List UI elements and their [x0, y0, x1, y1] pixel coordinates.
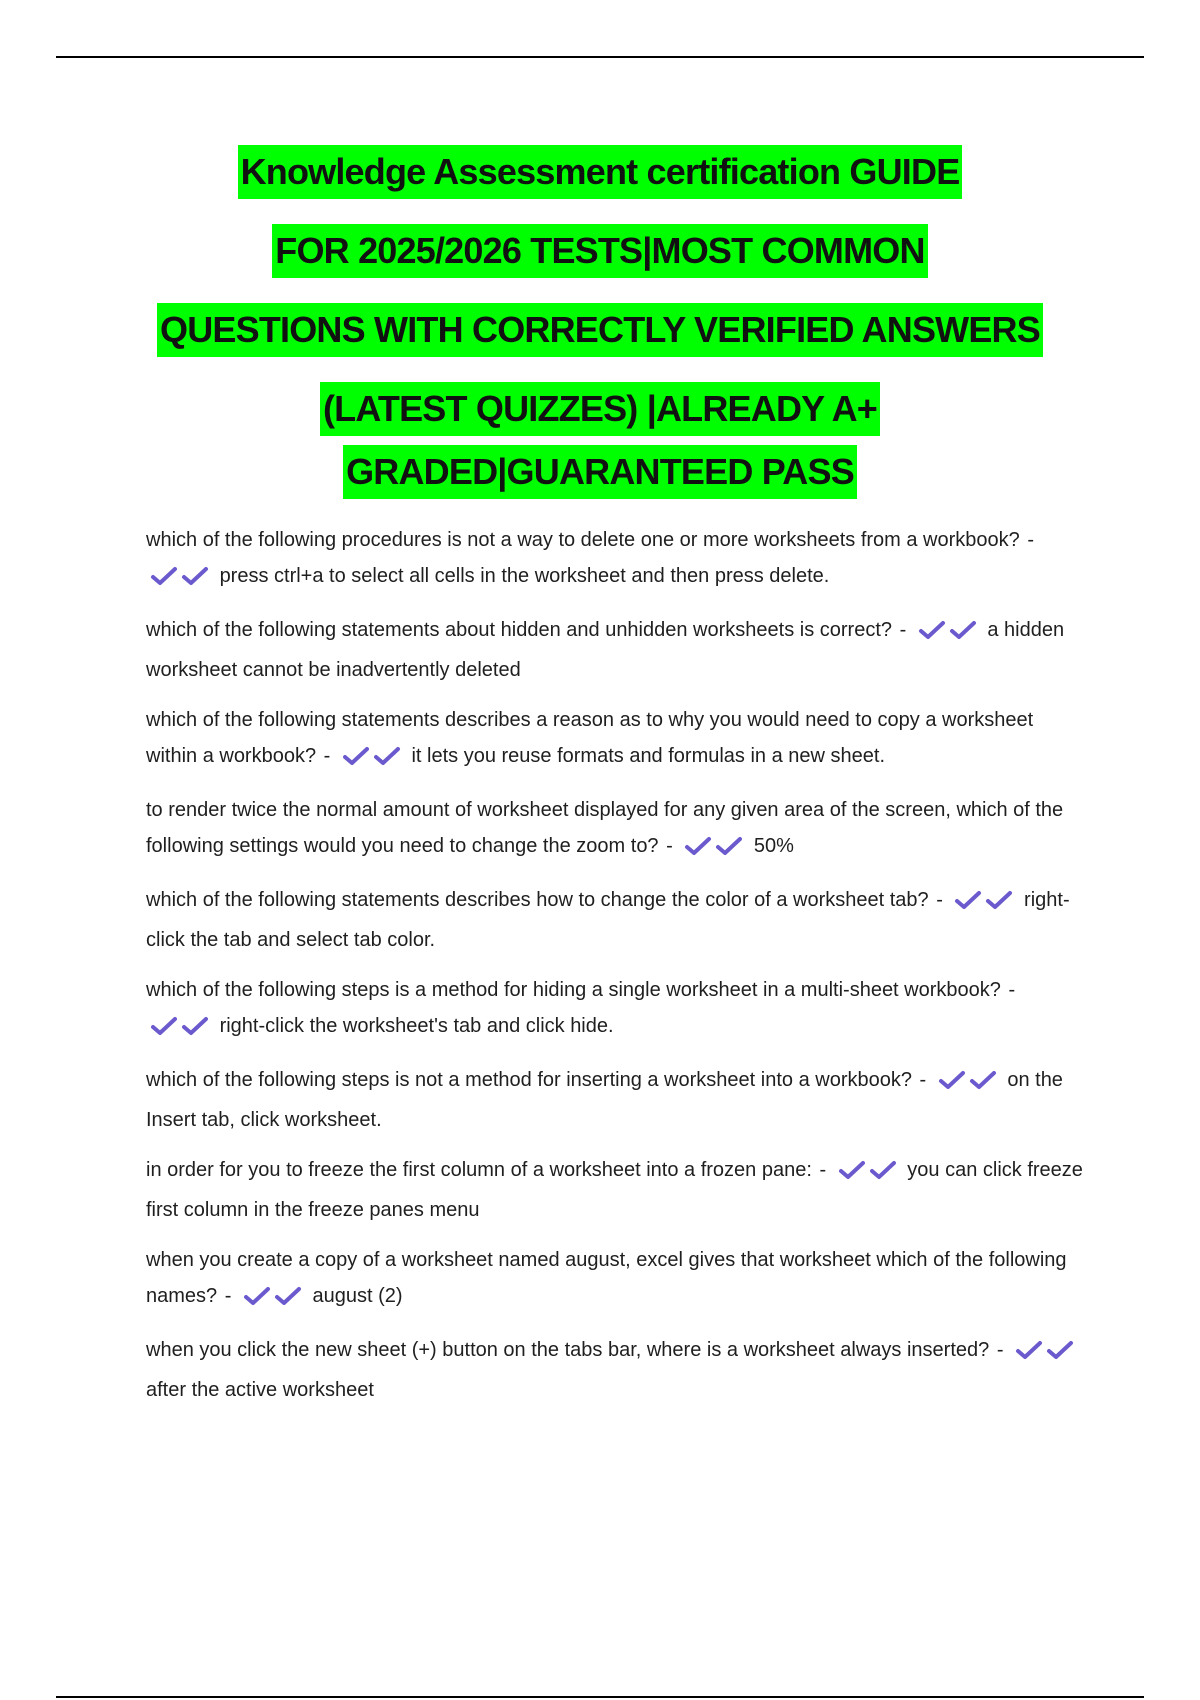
answer-text: after the active worksheet	[146, 1379, 374, 1401]
question-text: when you create a copy of a worksheet named august, excel gives that worksheet which of the following names?	[146, 1249, 1067, 1307]
separator: -	[819, 1159, 827, 1181]
answer-text: it lets you reuse formats and formulas in a new sheet.	[411, 745, 886, 767]
bottom-divider	[56, 1696, 1144, 1698]
checkmark-icon	[938, 1070, 966, 1090]
qa-list	[146, 522, 1086, 1422]
qa-item	[146, 882, 1086, 958]
double-checkmark-icon	[1015, 1336, 1077, 1372]
separator: -	[899, 619, 907, 641]
separator: -	[919, 1069, 927, 1091]
checkmark-icon	[869, 1160, 897, 1180]
answer-text: 50%	[753, 835, 794, 857]
qa-item	[146, 1062, 1086, 1138]
title-line: Knowledge Assessment certification GUIDE	[0, 145, 1200, 199]
checkmark-icon	[243, 1286, 271, 1306]
checkmark-icon	[838, 1160, 866, 1180]
qa-item	[146, 972, 1086, 1048]
checkmark-icon	[954, 890, 982, 910]
question-text: which of the following steps is a method for hiding a single worksheet in a multi-sheet workbook?	[146, 979, 1001, 1001]
answer-text: right-click the tab and select tab color.	[146, 889, 1070, 951]
checkmark-icon	[181, 566, 209, 586]
checkmark-icon	[949, 620, 977, 640]
title-line: QUESTIONS WITH CORRECTLY VERIFIED ANSWERS	[0, 303, 1200, 357]
double-checkmark-icon	[342, 742, 404, 778]
double-checkmark-icon	[243, 1282, 305, 1318]
qa-item	[146, 1242, 1086, 1318]
double-checkmark-icon	[150, 1012, 212, 1048]
separator: -	[224, 1285, 232, 1307]
separator: -	[1027, 529, 1035, 551]
double-checkmark-icon	[838, 1156, 900, 1192]
qa-item	[146, 792, 1086, 868]
qa-item	[146, 702, 1086, 778]
question-text: which of the following steps is not a method for inserting a worksheet into a workbook?	[146, 1069, 912, 1091]
question-text: when you click the new sheet (+) button on the tabs bar, where is a worksheet always inserted?	[146, 1339, 990, 1361]
title-line: GRADED|GUARANTEED PASS	[0, 445, 1200, 499]
title-line: FOR 2025/2026 TESTS|MOST COMMON	[0, 224, 1200, 278]
checkmark-icon	[150, 566, 178, 586]
question-text: which of the following statements describes a reason as to why you would need to copy a worksheet within a workbook?	[146, 709, 1034, 767]
separator: -	[323, 745, 331, 767]
answer-text: on the Insert tab, click worksheet.	[146, 1069, 1063, 1131]
question-text: in order for you to freeze the first column of a worksheet into a frozen pane:	[146, 1159, 812, 1181]
answer-text: you can click freeze first column in the freeze panes menu	[146, 1159, 1083, 1221]
answer-text: right-click the worksheet's tab and click hide.	[219, 1015, 614, 1037]
answer-text: a hidden worksheet cannot be inadvertently deleted	[146, 619, 1065, 681]
checkmark-icon	[715, 836, 743, 856]
checkmark-icon	[985, 890, 1013, 910]
separator: -	[996, 1339, 1004, 1361]
checkmark-icon	[969, 1070, 997, 1090]
checkmark-icon	[684, 836, 712, 856]
document-title	[0, 145, 1200, 499]
checkmark-icon	[1046, 1340, 1074, 1360]
checkmark-icon	[181, 1016, 209, 1036]
question-text: which of the following statements describes how to change the color of a worksheet tab?	[146, 889, 929, 911]
separator: -	[1008, 979, 1016, 1001]
checkmark-icon	[342, 746, 370, 766]
double-checkmark-icon	[684, 832, 746, 868]
answer-text: press ctrl+a to select all cells in the worksheet and then press delete.	[219, 565, 830, 587]
question-text: which of the following procedures is not a way to delete one or more worksheets from a workbook?	[146, 529, 1020, 551]
checkmark-icon	[373, 746, 401, 766]
checkmark-icon	[918, 620, 946, 640]
qa-item	[146, 1152, 1086, 1228]
double-checkmark-icon	[918, 616, 980, 652]
qa-item	[146, 1332, 1086, 1408]
checkmark-icon	[150, 1016, 178, 1036]
double-checkmark-icon	[150, 562, 212, 598]
double-checkmark-icon	[938, 1066, 1000, 1102]
top-divider	[56, 56, 1144, 58]
separator: -	[666, 835, 673, 857]
qa-item	[146, 612, 1086, 688]
checkmark-icon	[274, 1286, 302, 1306]
separator: -	[936, 889, 943, 911]
question-text: to render twice the normal amount of worksheet displayed for any given area of the screen, which of the following settings would you need to change the zoom to?	[146, 799, 1064, 857]
checkmark-icon	[1015, 1340, 1043, 1360]
answer-text: august (2)	[312, 1285, 403, 1307]
question-text: which of the following statements about hidden and unhidden worksheets is correct?	[146, 619, 893, 641]
title-line: (LATEST QUIZZES) |ALREADY A+	[0, 382, 1200, 436]
double-checkmark-icon	[954, 886, 1016, 922]
qa-item	[146, 522, 1086, 598]
